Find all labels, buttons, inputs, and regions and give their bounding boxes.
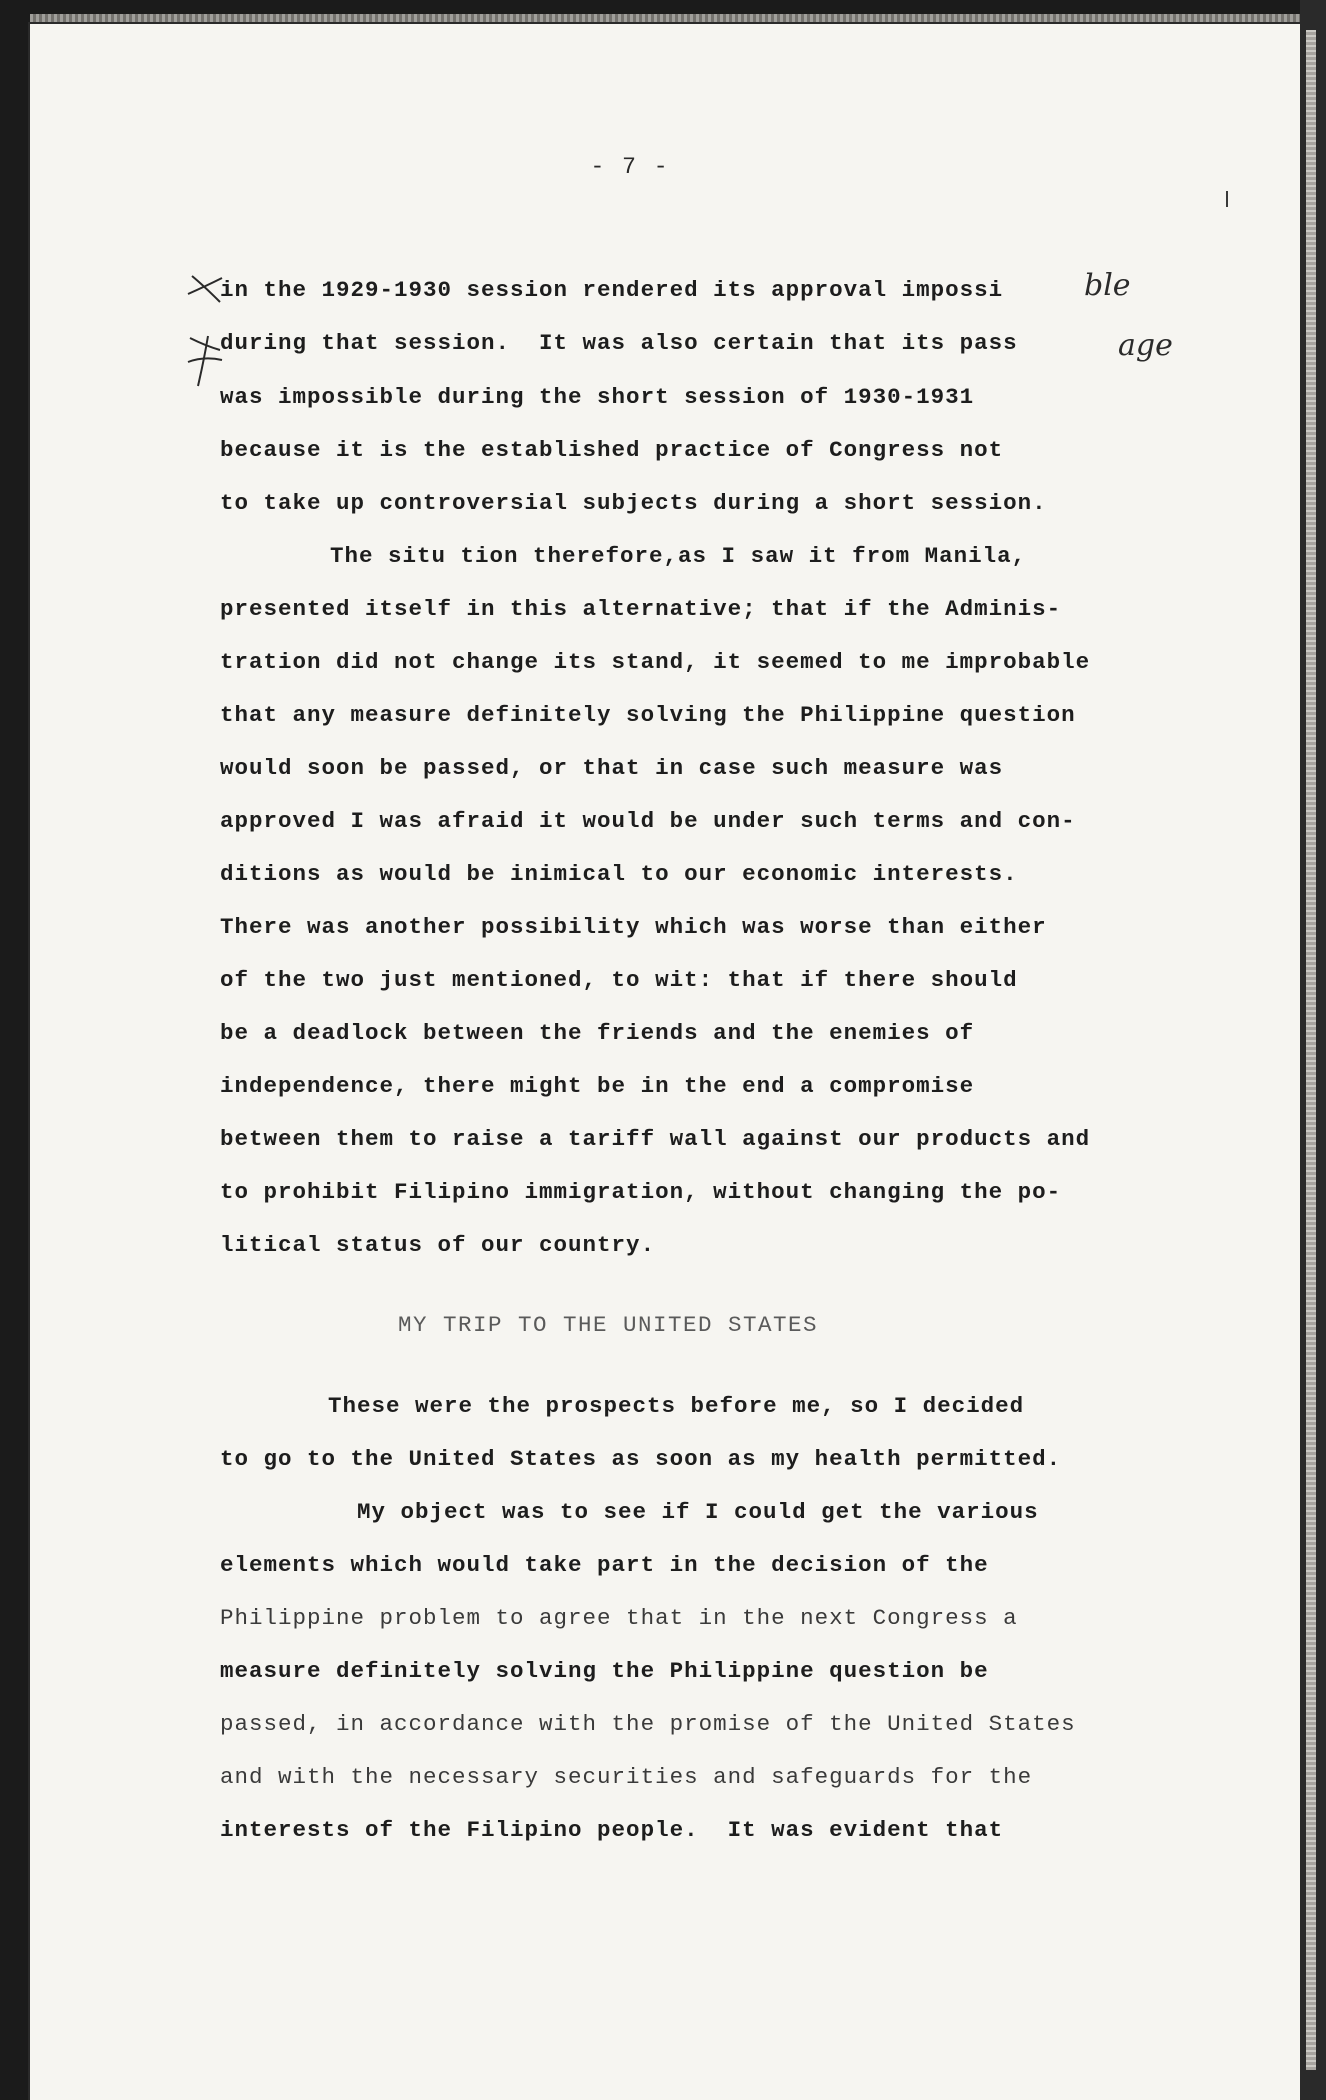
text-line: There was another possibility which was worse than either xyxy=(220,914,1047,940)
text-line: These were the prospects before me, so I decided xyxy=(328,1393,1025,1419)
text-line: approved I was afraid it would be under such terms and con- xyxy=(220,808,1076,834)
text-line: would soon be passed, or that in case such measure was xyxy=(220,755,1004,781)
text-line: The situ tion therefore,as I saw it from Manila, xyxy=(330,543,1027,569)
text-line: be a deadlock between the friends and the enemies of xyxy=(220,1020,975,1046)
text-line: to prohibit Filipino immigration, without changing the po- xyxy=(220,1179,1062,1205)
text-line: Philippine problem to agree that in the next Congress a xyxy=(220,1605,1018,1631)
text-line: presented itself in this alternative; that if the Adminis- xyxy=(220,596,1062,622)
text-line: interests of the Filipino people. It was evident that xyxy=(220,1817,1004,1843)
section-heading: MY TRIP TO THE UNITED STATES xyxy=(398,1312,819,1338)
text-line: ditions as would be inimical to our economic interests. xyxy=(220,861,1018,887)
text-line: passed, in accordance with the promise of the United States xyxy=(220,1711,1076,1737)
text-line: elements which would take part in the decision of the xyxy=(220,1552,989,1578)
scan-right-edge xyxy=(1300,0,1326,2100)
text-line: in the 1929-1930 session rendered its approval impossi xyxy=(220,277,1004,303)
text-line: tration did not change its stand, it seemed to me improbable xyxy=(220,649,1091,675)
text-line: was impossible during the short session of 1930-1931 xyxy=(220,384,975,410)
text-line: that any measure definitely solving the Philippine question xyxy=(220,702,1076,728)
text-line: measure definitely solving the Philippine question be xyxy=(220,1658,989,1684)
text-line: to go to the United States as soon as my health permitted. xyxy=(220,1446,1062,1472)
text-line: to take up controversial subjects during a short session. xyxy=(220,490,1047,516)
text-line: independence, there might be in the end a compromise xyxy=(220,1073,975,1099)
page-number: - 7 - xyxy=(590,154,670,180)
text-line: between them to raise a tariff wall against our products and xyxy=(220,1126,1091,1152)
text-line: litical status of our country. xyxy=(220,1232,656,1258)
text-line: My object was to see if I could get the various xyxy=(357,1499,1039,1525)
text-line: because it is the established practice of Congress not xyxy=(220,437,1004,463)
margin-tick-right xyxy=(1224,190,1230,208)
handwritten-insertion-ble: ble xyxy=(1084,268,1131,303)
text-line: and with the necessary securities and safeguards for the xyxy=(220,1764,1033,1790)
text-line: during that session. It was also certain that its pass xyxy=(220,330,1018,356)
text-line: of the two just mentioned, to wit: that if there should xyxy=(220,967,1018,993)
handwritten-insertion-age: age xyxy=(1118,328,1173,363)
